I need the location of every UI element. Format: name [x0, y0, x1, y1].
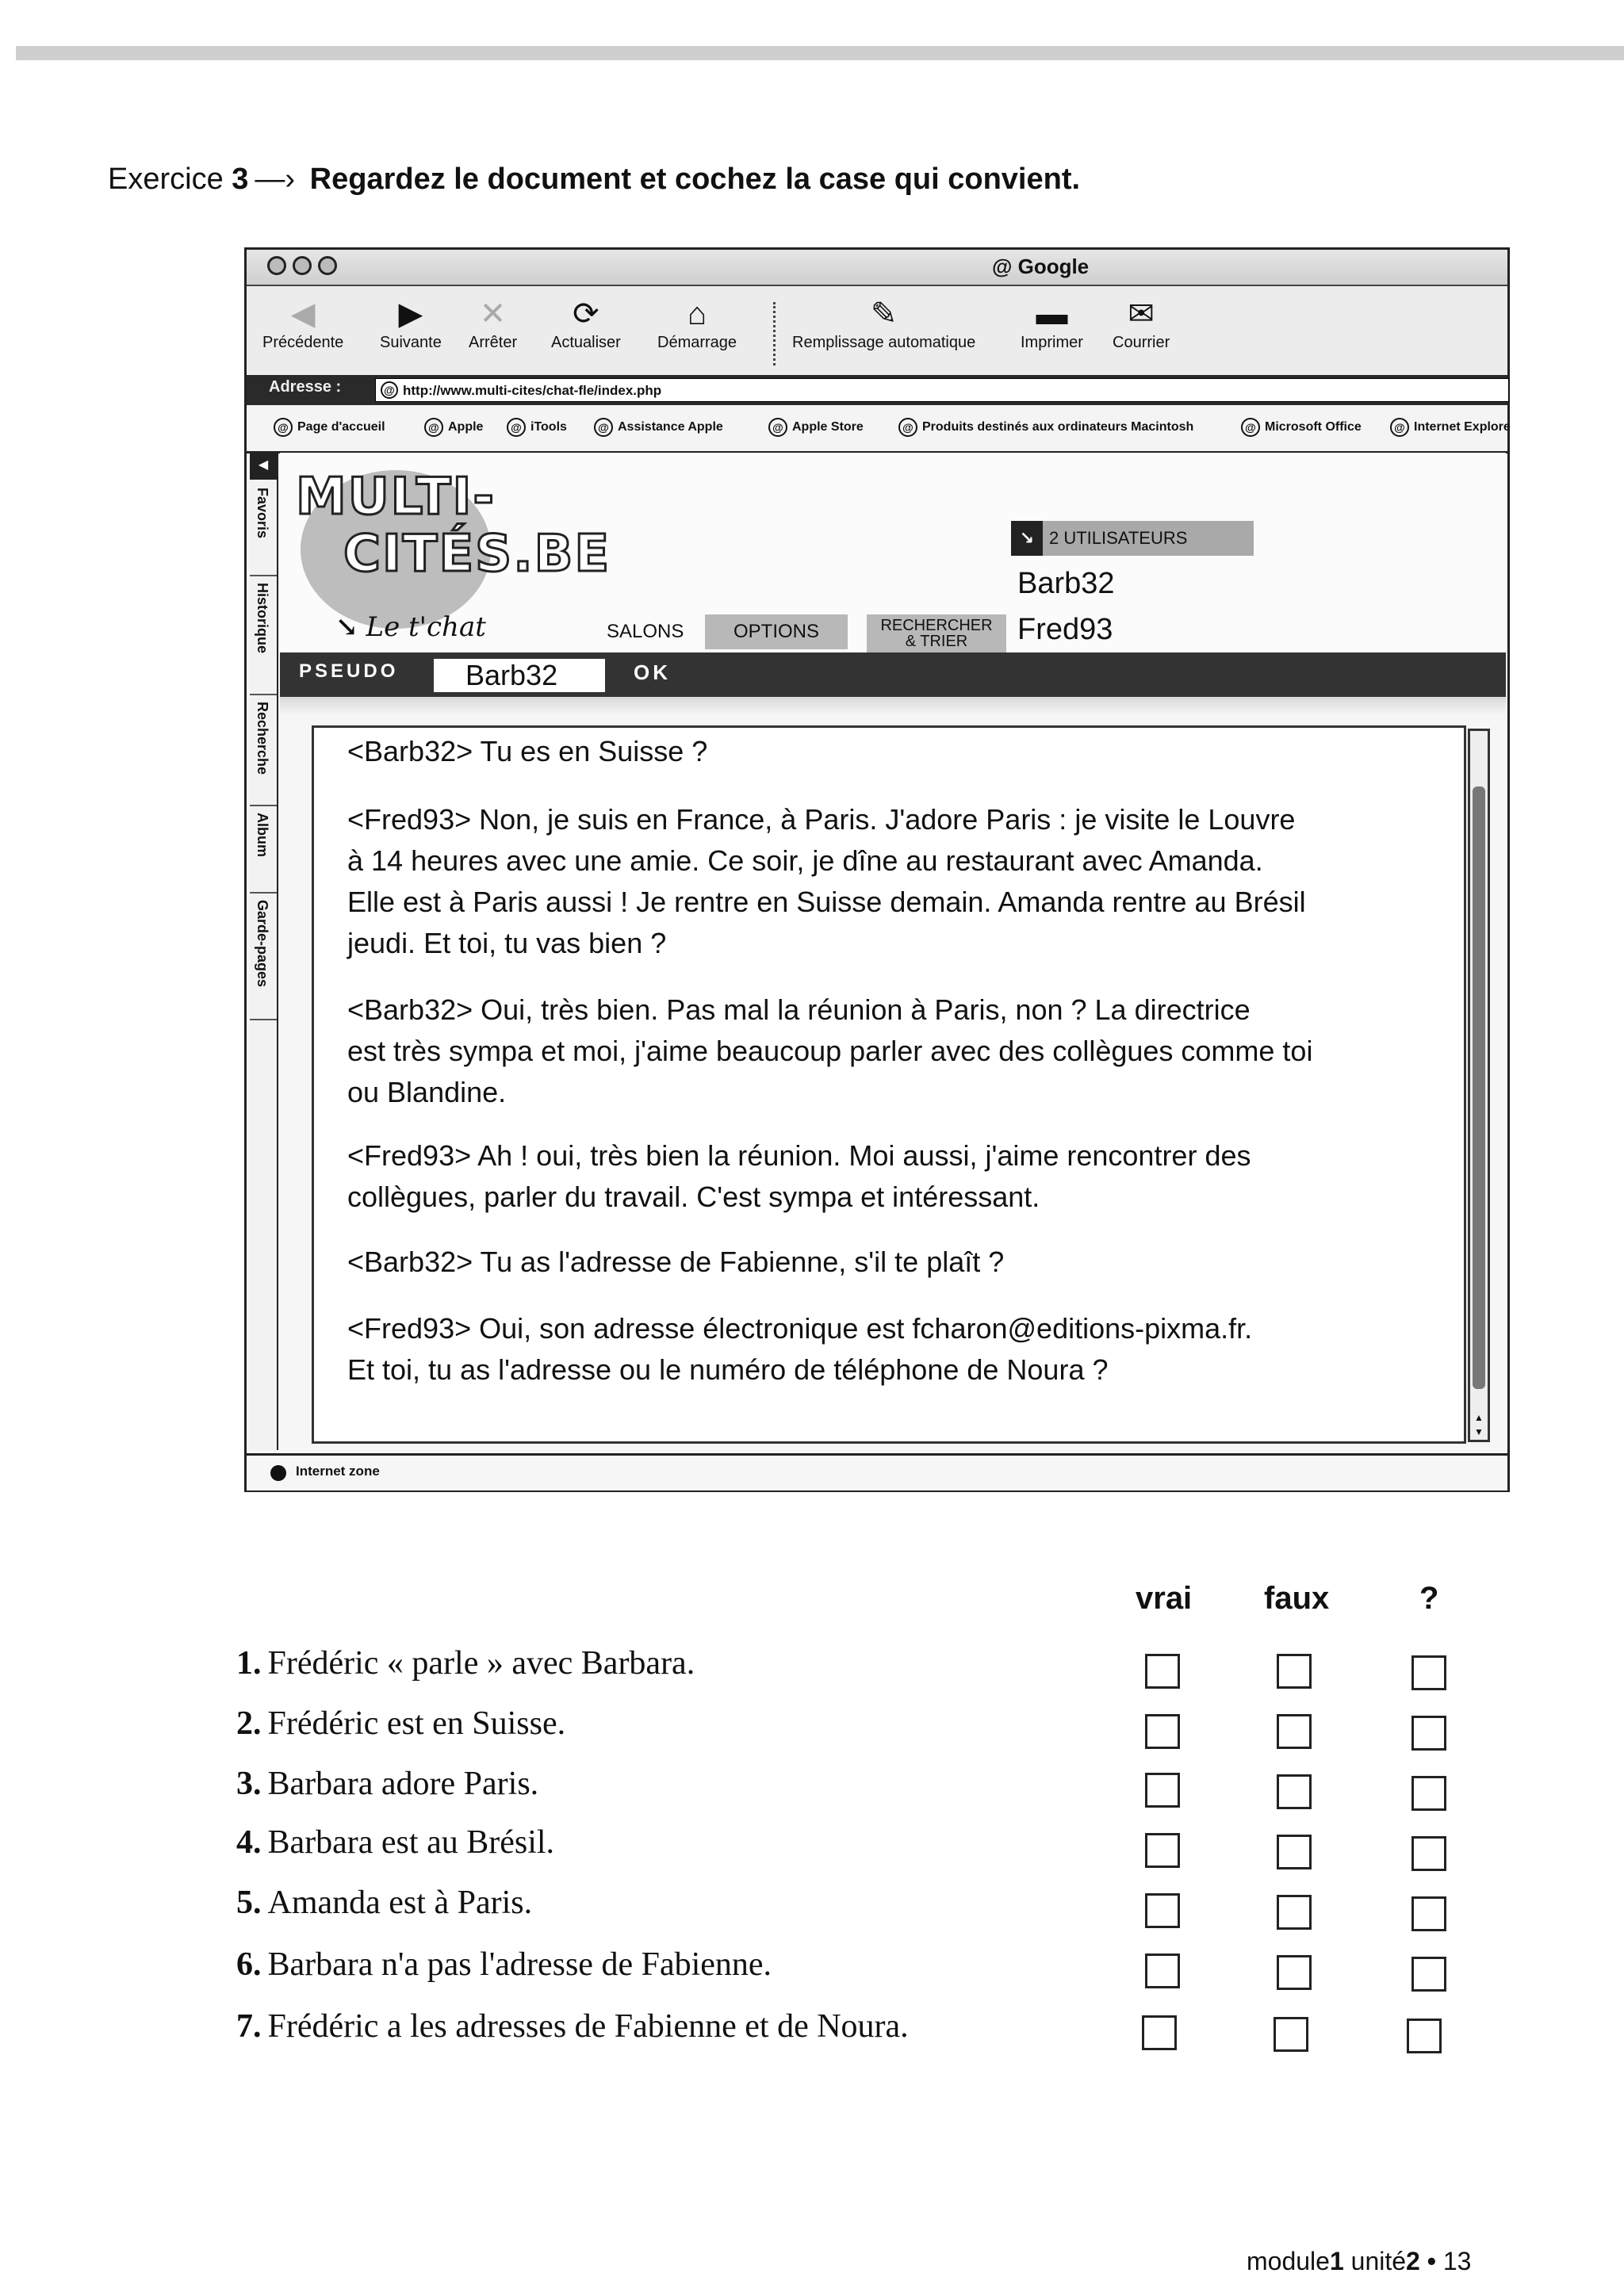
tab-garde-pages[interactable]: Garde-pages: [250, 892, 277, 1020]
toolbar-home-button[interactable]: ⌂ Démarrage: [657, 294, 737, 352]
chat-message: <Fred93> Non, je suis en France, à Paris. J'adore Paris : je visite le Louvre à 14 heures avec une amie. Ce soir, je dîne au restaurant avec Amanda. Elle est à Paris aussi ! Je rentre en Suisse demain. Amanda rentre au Brésil jeudi. Et toi, tu vas bien ?: [347, 803, 1306, 959]
checkbox-q7-faux[interactable]: [1274, 2017, 1308, 2052]
checkbox-q7-vrai[interactable]: [1142, 2015, 1177, 2050]
column-header-unknown: ?: [1419, 1581, 1439, 1616]
checkbox-q6-vrai[interactable]: [1145, 1954, 1180, 1988]
side-tabs: [250, 451, 278, 1450]
at-icon: @: [1390, 418, 1409, 437]
chat-scrollbar[interactable]: [1468, 729, 1490, 1442]
bookmarks-bar: [247, 405, 1511, 453]
exercise-instruction: Regardez le document et cochez la case qui convient.: [309, 163, 1081, 196]
checkbox-q3-faux[interactable]: [1277, 1774, 1312, 1809]
question-row: 4. Barbara est au Brésil.: [236, 1824, 555, 1861]
checkbox-q4-vrai[interactable]: [1145, 1833, 1180, 1868]
users-count-badge: ↘ 2 UTILISATEURS: [1011, 521, 1254, 556]
checkbox-q5-faux[interactable]: [1277, 1895, 1312, 1930]
checkbox-q4-unknown[interactable]: [1411, 1836, 1446, 1871]
chat-tab-strip: [280, 697, 1506, 714]
arrow-icon: ↘: [335, 611, 358, 643]
arrow-icon: ↘: [1011, 521, 1043, 556]
zoom-window-icon[interactable]: [318, 256, 337, 275]
refresh-icon: ⟳: [573, 297, 599, 331]
page-number: 13: [1442, 2247, 1472, 2275]
checkbox-q2-unknown[interactable]: [1411, 1716, 1446, 1751]
exercise-label: Exercice: [108, 163, 224, 196]
question-row: 3. Barbara adore Paris.: [236, 1766, 539, 1802]
at-icon: @: [992, 254, 1013, 278]
user-item[interactable]: Barb32: [1017, 567, 1115, 600]
column-header-faux: faux: [1264, 1581, 1330, 1616]
user-item[interactable]: Fred93: [1017, 613, 1113, 646]
checkbox-q1-unknown[interactable]: [1411, 1655, 1446, 1690]
checkbox-q5-vrai[interactable]: [1145, 1893, 1180, 1928]
bookmark-internet-explorer[interactable]: @ Internet Explore: [1390, 418, 1511, 437]
salons-link[interactable]: SALONS: [607, 621, 684, 642]
at-icon: @: [768, 418, 787, 437]
arrow-icon: —›: [255, 163, 296, 196]
question-row: 6. Barbara n'a pas l'adresse de Fabienne.: [236, 1946, 772, 1983]
tab-historique[interactable]: Historique: [250, 575, 277, 695]
bookmark-apple-store[interactable]: @ Apple Store: [768, 418, 864, 437]
pseudo-label: PSEUDO: [299, 660, 399, 682]
toolbar-refresh-button[interactable]: ⟳ Actualiser: [551, 294, 621, 352]
pseudo-bar: [280, 652, 1506, 697]
toolbar-back-button[interactable]: ◀ Précédente: [262, 294, 343, 352]
checkbox-q6-unknown[interactable]: [1411, 1957, 1446, 1992]
column-header-vrai: vrai: [1136, 1581, 1193, 1616]
checkbox-q2-vrai[interactable]: [1145, 1714, 1180, 1749]
printer-icon: ▬: [1036, 297, 1068, 331]
tab-album[interactable]: Album: [250, 805, 277, 894]
scroll-up-icon[interactable]: ▲: [1474, 1412, 1484, 1423]
pseudo-input[interactable]: Barb32: [434, 659, 605, 692]
checkbox-q2-faux[interactable]: [1277, 1714, 1312, 1749]
bookmark-microsoft-office[interactable]: @ Microsoft Office: [1241, 418, 1362, 437]
tchat-link[interactable]: ↘ Le t'chat: [335, 611, 486, 643]
browser-toolbar: [247, 286, 1507, 377]
checkbox-q7-unknown[interactable]: [1407, 2019, 1442, 2053]
tab-recherche[interactable]: Recherche: [250, 694, 277, 806]
bookmark-apple[interactable]: @ Apple: [424, 418, 483, 437]
status-bar: [247, 1453, 1507, 1490]
toolbar-separator: [773, 302, 776, 365]
minimize-window-icon[interactable]: [293, 256, 312, 275]
pen-icon: ✎: [870, 297, 898, 331]
at-icon: @: [1241, 418, 1260, 437]
toolbar-autofill-button[interactable]: ✎ Remplissage automatique: [792, 294, 975, 352]
at-icon: @: [594, 418, 613, 437]
chat-message: <Fred93> Oui, son adresse électronique est fcharon@editions-pixma.fr. Et toi, tu as l'adresse ou le numéro de téléphone de Noura ?: [347, 1312, 1253, 1386]
site-header: [280, 453, 1506, 656]
checkbox-q3-unknown[interactable]: [1411, 1776, 1446, 1811]
chat-message: <Fred93> Ah ! oui, très bien la réunion. Moi aussi, j'aime rencontrer des collègues, parler du travail. C'est sympa et intéressant.: [347, 1139, 1251, 1213]
question-row: 5. Amanda est à Paris.: [236, 1885, 533, 1921]
scroll-down-icon[interactable]: ▼: [1474, 1426, 1484, 1437]
at-icon: @: [507, 418, 526, 437]
back-arrow-icon: ◀: [290, 297, 316, 331]
browser-window: [244, 247, 1510, 1492]
toolbar-mail-button[interactable]: ✉ Courrier: [1113, 294, 1170, 352]
checkbox-q5-unknown[interactable]: [1411, 1896, 1446, 1931]
toolbar-stop-button[interactable]: ✕ Arrêter: [469, 294, 517, 352]
checkbox-q4-faux[interactable]: [1277, 1835, 1312, 1869]
toolbar-print-button[interactable]: ▬ Imprimer: [1021, 294, 1083, 352]
question-row: 2. Frédéric est en Suisse.: [236, 1705, 566, 1742]
at-icon: @: [381, 381, 398, 399]
collapse-sidebar-icon[interactable]: ◀: [250, 451, 277, 480]
bookmark-assistance-apple[interactable]: @ Assistance Apple: [594, 418, 723, 437]
at-icon: @: [424, 418, 443, 437]
url-input[interactable]: @ http://www.multi-cites/chat-fle/index.php: [375, 378, 1509, 402]
address-label: Adresse :: [269, 378, 342, 396]
globe-icon: [270, 1465, 286, 1481]
title-bar: [247, 250, 1507, 286]
chat-log: [312, 725, 1466, 1444]
checkbox-q6-faux[interactable]: [1277, 1955, 1312, 1990]
forward-arrow-icon: ▶: [398, 297, 423, 331]
mail-icon: ✉: [1128, 297, 1155, 331]
window-title: @ Google: [992, 254, 1090, 278]
bookmark-page-accueil[interactable]: @ Page d'accueil: [274, 418, 385, 437]
site-logo[interactable]: MULTI- CITÉS.BE: [296, 468, 611, 584]
home-icon: ⌂: [687, 297, 707, 331]
chat-message: <Barb32> Tu as l'adresse de Fabienne, s'il te plaît ?: [347, 1246, 1005, 1278]
stop-icon: ✕: [479, 297, 507, 331]
exercise-number: 3: [232, 163, 249, 196]
at-icon: @: [274, 418, 293, 437]
page-footer: module1 unité2 • 13: [1247, 2247, 1472, 2275]
address-bar: [247, 375, 1507, 405]
chat-message: <Barb32> Tu es en Suisse ?: [347, 735, 708, 767]
checkbox-q3-vrai[interactable]: [1145, 1773, 1180, 1808]
question-row: 1. Frédéric « parle » avec Barbara.: [236, 1645, 695, 1682]
toolbar-forward-button[interactable]: ▶ Suivante: [380, 294, 442, 352]
bookmark-itools[interactable]: @ iTools: [507, 418, 567, 437]
question-row: 7. Frédéric a les adresses de Fabienne et de Noura.: [236, 2008, 909, 2045]
chat-message: <Barb32> Oui, très bien. Pas mal la réunion à Paris, non ? La directrice est très sympa et moi, j'aime beaucoup parler avec des collègues comme toi ou Blandine.: [347, 993, 1313, 1108]
exercise-heading: [108, 163, 1080, 197]
at-icon: @: [898, 418, 917, 437]
rechercher-trier-button[interactable]: RECHERCHER & TRIER: [867, 614, 1006, 652]
status-text: Internet zone: [296, 1464, 380, 1479]
close-window-icon[interactable]: [267, 256, 286, 275]
tab-favoris[interactable]: Favoris: [250, 480, 277, 576]
bookmark-produits-macintosh[interactable]: @ Produits destinés aux ordinateurs Macintosh: [898, 418, 1193, 437]
options-button[interactable]: OPTIONS: [705, 614, 848, 649]
window-controls: [267, 256, 337, 275]
page-top-edge: [16, 46, 1624, 60]
scroll-thumb[interactable]: [1473, 786, 1485, 1389]
ok-button[interactable]: OK: [634, 660, 671, 684]
checkbox-q1-vrai[interactable]: [1145, 1654, 1180, 1689]
checkbox-q1-faux[interactable]: [1277, 1654, 1312, 1689]
